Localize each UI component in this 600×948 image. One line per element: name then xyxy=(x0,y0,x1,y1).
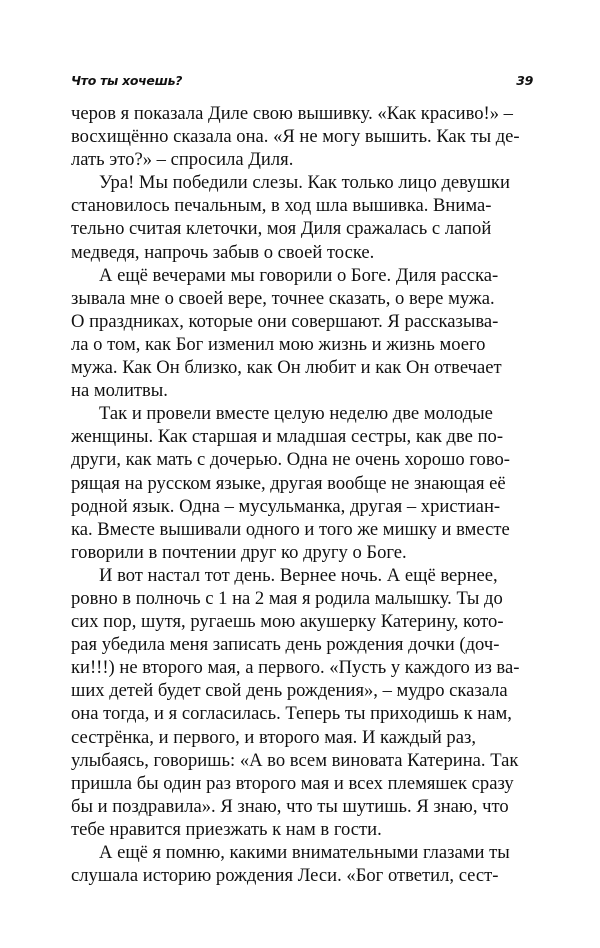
text-line: черов я показала Диле свою вышивку. «Как красиво!» – xyxy=(71,103,513,124)
text-line: она тогда, и я согласилась. Теперь ты приходишь к нам, xyxy=(71,703,512,725)
page-number: 39 xyxy=(516,73,533,88)
text-line: ших детей будет свой день рождения», – мудро сказала xyxy=(71,680,508,702)
text-line: тебе нравится приезжать к нам в гости. xyxy=(71,818,382,840)
paragraph xyxy=(71,402,533,564)
text-line: родной язык. Одна – мусульманка, другая – христиан- xyxy=(71,495,501,517)
text-line: И вот настал тот день. Вернее ночь. А ещё вернее, xyxy=(99,564,498,586)
text-line: мужа. Как Он близко, как Он любит и как Он отвечает xyxy=(71,357,502,379)
text-line: тельно считая клеточки, моя Диля сражалась с лапой xyxy=(71,218,492,240)
text-line: сих пор, шутя, ругаешь мою акушерку Катерину, кото- xyxy=(71,611,504,633)
paragraph xyxy=(71,564,533,841)
text-line: восхищённо сказала она. «Я не могу вышить. Как ты де- xyxy=(71,126,520,148)
text-line: лать это?» – спросила Диля. xyxy=(71,149,294,171)
paragraph xyxy=(71,102,533,171)
text-line: женщины. Как старшая и младшая сестры, как две по- xyxy=(71,426,504,448)
text-line: улыбаясь, говоришь: «А во всем виновата Катерина. Так xyxy=(71,749,519,771)
running-head xyxy=(71,73,533,93)
text-line: пришла бы один раз второго мая и всех племяшек сразу xyxy=(71,772,514,794)
text-line: О праздниках, которые они совершают. Я рассказыва- xyxy=(71,310,499,332)
text-line: на молитвы. xyxy=(71,380,168,402)
paragraph xyxy=(71,264,533,403)
text-line: ки!!!) не второго мая, а первого. «Пусть у каждого из ва- xyxy=(71,657,520,679)
text-line: А ещё вечерами мы говорили о Боге. Диля расска- xyxy=(99,264,499,286)
text-line: ка. Вместе вышивали одного и того же мишку и вместе xyxy=(71,518,510,540)
body-text xyxy=(71,102,533,887)
text-line: слушала историю рождения Леси. «Бог ответил, сест- xyxy=(71,865,499,887)
text-line: А ещё я помню, какими внимательными глазами ты xyxy=(99,842,510,863)
text-line: медведя, напрочь забыв о своей тоске. xyxy=(71,241,375,263)
text-line: Ура! Мы победили слезы. Как только лицо девушки xyxy=(99,172,510,194)
paragraph xyxy=(71,841,533,887)
running-head-title: Что ты хочешь? xyxy=(71,73,183,88)
text-line: ровно в полночь с 1 на 2 мая я родила малышку. Ты до xyxy=(71,587,503,609)
text-line: зывала мне о своей вере, точнее сказать, о вере мужа. xyxy=(71,287,495,309)
paragraph xyxy=(71,171,533,263)
text-line: други, как мать с дочерью. Одна не очень хорошо гово- xyxy=(71,449,510,471)
text-line: ла о том, как Бог изменил мою жизнь и жизнь моего xyxy=(71,333,486,355)
text-line: сестрёнка, и первого, и второго мая. И каждый раз, xyxy=(71,726,476,748)
text-line: рая убедила меня записать день рождения дочки (доч- xyxy=(71,634,500,656)
text-line: становилось печальным, в ход шла вышивка. Внима- xyxy=(71,195,492,217)
text-line: Так и провели вместе целую неделю две молодые xyxy=(99,403,493,425)
text-line: бы и поздравила». Я знаю, что ты шутишь. Я знаю, что xyxy=(71,795,509,817)
text-line: говорили в почтении друг ко другу о Боге. xyxy=(71,541,407,563)
text-line: рящая на русском языке, другая вообще не знающая её xyxy=(71,472,506,494)
